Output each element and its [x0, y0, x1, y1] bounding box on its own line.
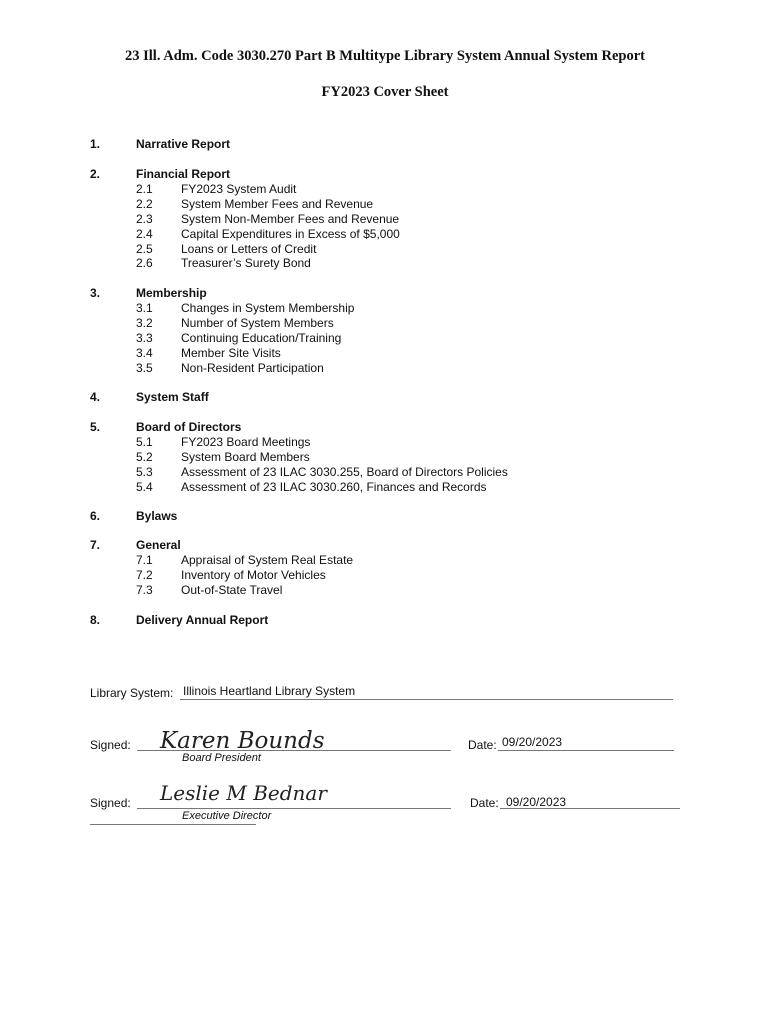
signature-text-1: Karen Bounds — [160, 728, 325, 754]
item-number: 2.4 — [136, 226, 153, 241]
section-title: Financial Report — [136, 167, 231, 181]
executive-director-caption: Executive Director — [182, 810, 272, 822]
signed-label-1: Signed: — [90, 738, 131, 752]
item-text: Treasurer’s Surety Bond — [181, 256, 311, 271]
date-value-1: 09/20/2023 — [502, 735, 563, 749]
section-number: 1. — [90, 137, 101, 151]
library-system-label: Library System: — [90, 686, 174, 700]
section-item — [136, 568, 326, 583]
section-title: Bylaws — [136, 509, 178, 523]
library-system-line — [180, 699, 673, 700]
item-number: 5.3 — [136, 464, 153, 479]
item-text: System Member Fees and Revenue — [181, 196, 374, 211]
date-value-2: 09/20/2023 — [506, 795, 567, 809]
item-text: Non-Resident Participation — [181, 360, 324, 375]
item-number: 3.5 — [136, 360, 153, 375]
section-title: Delivery Annual Report — [136, 613, 269, 627]
item-number: 7.3 — [136, 582, 153, 597]
signature-text-2: Leslie M Bednar — [160, 781, 327, 805]
item-text: Appraisal of System Real Estate — [181, 552, 354, 567]
section-number: 6. — [90, 509, 101, 523]
item-text: Out-of-State Travel — [181, 582, 283, 597]
document-title: 23 Ill. Adm. Code 3030.270 Part B Multitype Library System Annual System Report — [125, 48, 645, 64]
item-number: 5.4 — [136, 479, 153, 494]
section-title: Narrative Report — [136, 137, 231, 151]
director-underline — [90, 824, 256, 825]
section-title: Membership — [136, 286, 207, 300]
item-number: 5.1 — [136, 434, 153, 449]
signed-label-2: Signed: — [90, 796, 131, 810]
section-item — [136, 435, 310, 450]
item-number: 2.5 — [136, 241, 153, 256]
date-label-1: Date: — [468, 738, 497, 752]
item-text: FY2023 System Audit — [181, 181, 297, 196]
signature-leslie-bednar — [158, 776, 328, 812]
section-title: System Staff — [136, 390, 209, 404]
item-text: Member Site Visits — [181, 345, 281, 360]
section-item — [136, 227, 400, 242]
section-item — [136, 583, 282, 598]
item-text: System Board Members — [181, 449, 310, 464]
item-number: 5.2 — [136, 449, 153, 464]
item-text: Loans or Letters of Credit — [181, 241, 317, 256]
section-item — [136, 331, 341, 346]
section-item — [136, 480, 487, 495]
section-item — [136, 465, 508, 480]
section-item — [136, 212, 399, 227]
item-text: System Non-Member Fees and Revenue — [181, 211, 400, 226]
document-subtitle: FY2023 Cover Sheet — [321, 84, 449, 100]
item-text: Continuing Education/Training — [181, 330, 342, 345]
section-item — [136, 361, 324, 376]
section-number: 8. — [90, 613, 101, 627]
item-number: 2.1 — [136, 181, 153, 196]
date-label-2: Date: — [470, 796, 499, 810]
section-number: 2. — [90, 167, 101, 181]
section-item — [136, 316, 334, 331]
section-title: General — [136, 538, 181, 552]
section-number: 3. — [90, 286, 101, 300]
section-number: 4. — [90, 390, 101, 404]
library-system-value: Illinois Heartland Library System — [183, 684, 356, 698]
section-title: Board of Directors — [136, 420, 242, 434]
section-item — [136, 450, 310, 465]
section-item — [136, 182, 296, 197]
section-item — [136, 346, 281, 361]
item-text: Capital Expenditures in Excess of $5,000 — [181, 226, 400, 241]
board-president-caption: Board President — [182, 752, 261, 764]
item-number: 2.2 — [136, 196, 153, 211]
item-text: Changes in System Membership — [181, 300, 355, 315]
item-text: Inventory of Motor Vehicles — [181, 567, 326, 582]
date-line-1 — [498, 750, 674, 751]
item-number: 3.1 — [136, 300, 153, 315]
section-item — [136, 553, 353, 568]
section-number: 7. — [90, 538, 101, 552]
section-item — [136, 197, 373, 212]
section-item — [136, 242, 316, 257]
item-number: 3.4 — [136, 345, 153, 360]
item-number: 7.2 — [136, 567, 153, 582]
item-text: Assessment of 23 ILAC 3030.260, Finances and Records — [181, 479, 487, 494]
item-text: FY2023 Board Meetings — [181, 434, 311, 449]
section-number: 5. — [90, 420, 101, 434]
item-number: 2.3 — [136, 211, 153, 226]
item-number: 3.2 — [136, 315, 153, 330]
item-text: Number of System Members — [181, 315, 334, 330]
section-item — [136, 256, 311, 271]
item-number: 3.3 — [136, 330, 153, 345]
section-item — [136, 301, 354, 316]
item-text: Assessment of 23 ILAC 3030.255, Board of Directors Policies — [181, 464, 508, 479]
item-number: 7.1 — [136, 552, 153, 567]
item-number: 2.6 — [136, 256, 153, 271]
